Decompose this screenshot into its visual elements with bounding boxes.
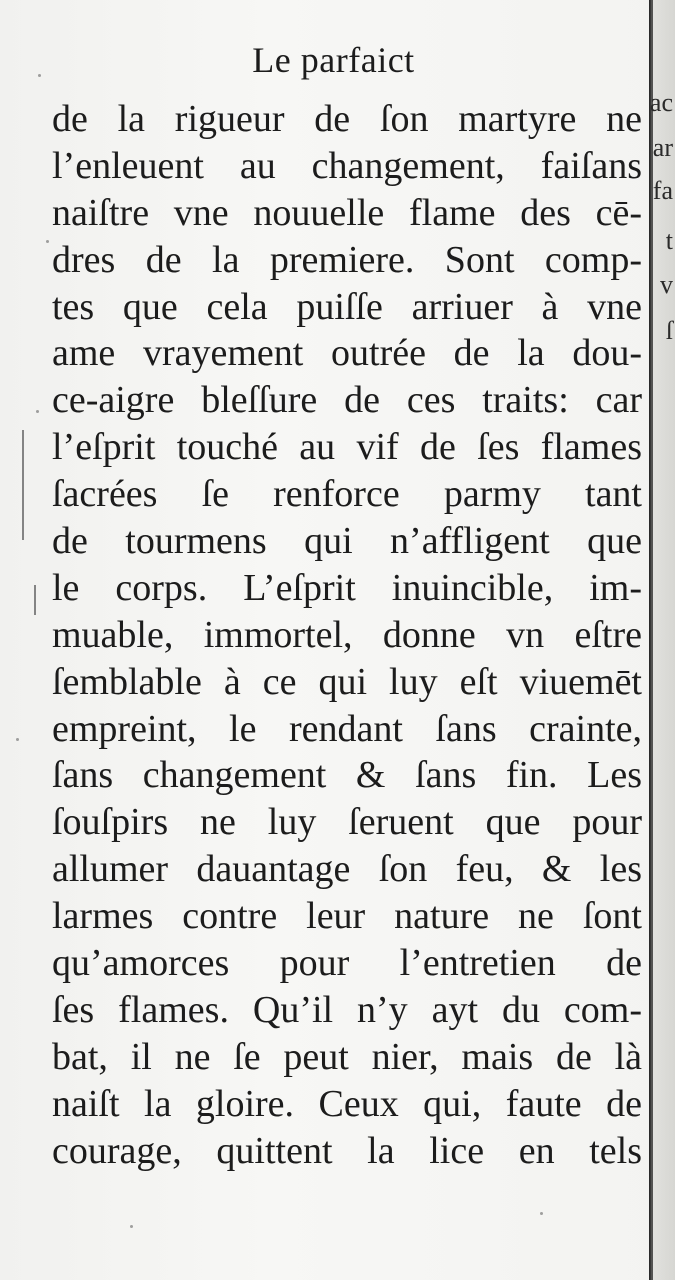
text-line: allumer dauantage ſon feu, & les	[52, 848, 642, 891]
text-line: l’enleuent au changement, faiſans	[52, 144, 642, 187]
ink-speck	[540, 1212, 543, 1215]
text-line: muable, immortel, donne vn eſtre	[52, 613, 642, 656]
text-line: tes que cela puiſſe arriuer à vne	[52, 285, 642, 328]
text-line: naiſt la gloire. Ceux qui, faute de	[52, 1082, 642, 1125]
text-line: naiſtre vne nouuelle flame des cē-	[52, 191, 642, 234]
margin-mark	[22, 430, 24, 540]
margin-mark	[34, 585, 36, 615]
facing-page-fragment: ar	[652, 133, 673, 162]
text-line: ſes flames. Qu’il n’y ayt du com-	[52, 988, 642, 1031]
text-line: ce-aigre bleſſure de ces traits: car	[52, 379, 642, 422]
text-line: bat, il ne ſe peut nier, mais de là	[52, 1035, 642, 1078]
ink-speck	[46, 240, 49, 243]
text-block	[52, 96, 642, 1174]
text-line: ſouſpirs ne luy ſeruent que pour	[52, 801, 642, 844]
running-head	[0, 42, 675, 78]
text-line: qu’amorces pour l’entretien de	[52, 942, 642, 985]
ink-speck	[38, 74, 41, 77]
text-line: empreint, le rendant ſans crainte,	[52, 707, 642, 750]
ink-speck	[36, 410, 39, 413]
text-line: ſacrées ſe renforce parmy tant	[52, 473, 642, 516]
text-line: de tourmens qui n’affligent que	[52, 520, 642, 563]
facing-page-fragment: v	[660, 270, 673, 299]
facing-page-fragment: ſ	[665, 316, 673, 345]
text-line: le corps. L’eſprit inuincible, im-	[52, 566, 642, 609]
running-head-text: Le parfaict	[252, 40, 415, 80]
text-line: ſemblable à ce qui luy eſt viuemēt	[52, 660, 642, 703]
facing-page-fragment: t	[665, 226, 673, 255]
text-line: ame vrayement outrée de la dou-	[52, 332, 642, 375]
text-line: dres de la premiere. Sont comp-	[52, 238, 642, 281]
text-line: ſans changement & ſans fin. Les	[52, 754, 642, 797]
text-line: larmes contre leur nature ne ſont	[52, 895, 642, 938]
ink-speck	[16, 738, 19, 741]
text-line: l’eſprit touché au vif de ſes flames	[52, 426, 642, 469]
text-line: courage, quittent la lice en tels	[52, 1129, 642, 1172]
facing-page-fragment: fa	[652, 176, 673, 205]
facing-page-fragment: ac	[649, 88, 673, 117]
text-line: de la rigueur de ſon martyre ne	[52, 98, 642, 140]
ink-speck	[130, 1225, 133, 1228]
